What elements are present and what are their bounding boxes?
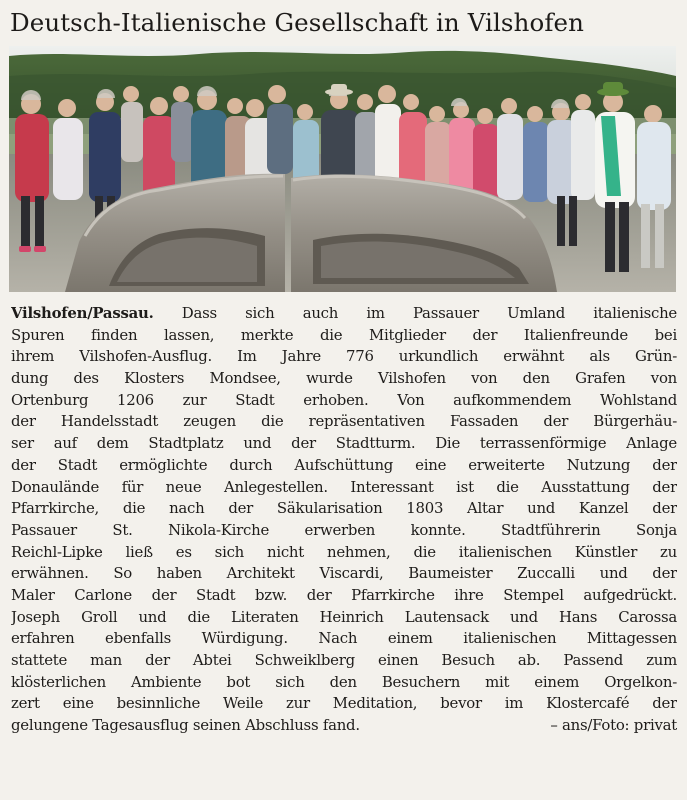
article-line-1-text: Dass sich auch im Passauer Umland italienische [153,304,677,322]
article-line-10: Pfarrkirche, die nach der Säkularisation 1803 Altar und Kanzel der [11,499,677,518]
article-line-11: Passauer St. Nikola-Kirche erwerben konnte. Stadtführerin Sonja [11,520,677,539]
photo-credit: – ans/Foto: privat [550,716,677,735]
article-line-14: Maler Carlone der Stadt bzw. der Pfarrkirche ihre Stempel aufgedrückt. [11,585,677,604]
article-last-line-text: gelungene Tagesausflug seinen Abschluss fand. [11,716,360,735]
article-line-2: Spuren finden lassen, merkte die Mitglieder der Italienfreunde bei [11,325,677,344]
article-line-16: erfahren ebenfalls Würdigung. Nach einem italienischen Mittagessen [11,629,677,648]
article-line-4: dung des Klosters Mondsee, wurde Vilshofen von den Grafen von [11,369,677,388]
article-line-5: Ortenburg 1206 zur Stadt erhoben. Von aufkommendem Wohlstand [11,390,677,409]
article-line-1 [11,303,677,325]
article-line-19: zert eine besinnliche Weile zur Meditation, bevor im Klostercafé der [11,694,677,713]
article-line-3: ihrem Vilshofen-Ausflug. Im Jahre 776 urkundlich erwähnt als Grün- [11,347,677,366]
headline: Deutsch-Italienische Gesellschaft in Vilshofen [10,8,584,37]
article-line-20 [11,715,677,737]
dateline: Vilshofen/Passau. [11,304,154,322]
article-line-13: erwähnen. So haben Architekt Viscardi, Baumeister Zuccalli und der [11,564,677,583]
article-line-7: ser auf dem Stadtplatz und der Stadtturm. Die terrassenförmige Anlage [11,434,677,453]
article-line-9: Donaulände für neue Anlegestellen. Interessant ist die Ausstattung der [11,477,677,496]
article-line-18: klösterlichen Ambiente bot sich den Besuchern mit einem Orgelkon- [11,672,677,691]
group-photo [9,46,676,292]
article-line-8: der Stadt ermöglichte durch Aufschüttung eine erweiterte Nutzung der [11,455,677,474]
article-body [11,303,677,737]
article-line-12: Reichl-Lipke ließ es sich nicht nehmen, die italienischen Künstler zu [11,542,677,561]
article-line-15: Joseph Groll und die Literaten Heinrich Lautensack und Hans Carossa [11,607,677,626]
article-line-6: der Handelsstadt zeugen die repräsentativen Fassaden der Bürgerhäu- [11,412,677,431]
article-line-17: stattete man der Abtei Schweiklberg einen Besuch ab. Passend zum [11,651,677,669]
group-photo-icon [9,46,676,292]
